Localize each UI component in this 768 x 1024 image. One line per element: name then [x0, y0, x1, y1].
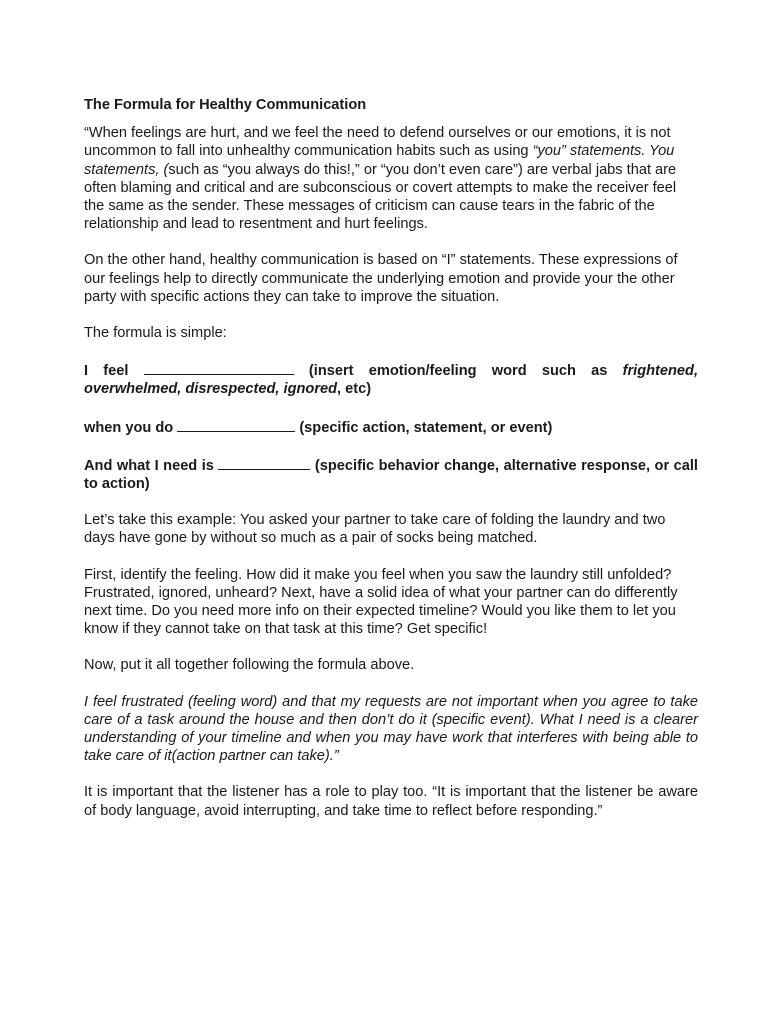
- formula-when-blank: [177, 417, 295, 432]
- formula-need-blank: [218, 455, 310, 470]
- formula-line-need: [84, 455, 698, 493]
- formula-need-lead: And what I need is: [84, 457, 214, 474]
- formula-line-when: [84, 417, 698, 437]
- document-title: The Formula for Healthy Communication: [84, 97, 367, 113]
- paragraph-formula-intro: The formula is simple:: [84, 325, 227, 342]
- paragraph-i-statements: On the other hand, healthy communication is based on “I” statements. These expressions of our feelings help to directly communicate the underlying emotion and provide your the other party with specific actions they can take to improve the situation.: [84, 252, 678, 305]
- formula-feel-lead: I feel: [84, 363, 129, 380]
- formula-feel-examples: frightened, overwhelmed, disrespected, ignored: [84, 363, 699, 398]
- paragraph-example-statement: [84, 693, 698, 766]
- formula-feel-rest: (insert emotion/feeling word such as: [308, 363, 623, 380]
- formula-line-feel: [84, 360, 698, 398]
- formula-when-lead: when you do: [84, 419, 174, 436]
- document-page: [84, 96, 698, 838]
- paragraph-identify-feeling: First, identify the feeling. How did it make you feel when you saw the laundry still unfolded? Frustrated, ignored, unheard? Next, have a solid idea of what your partner can do differently next time. Do you need more info on their expected timeline? Would you like them to let you know if they cannot take on that task at this time? Get specific!: [84, 566, 678, 638]
- formula-when-rest: (specific action, statement, or event): [299, 419, 553, 436]
- paragraph-example: Let’s take this example: You asked your partner to take care of folding the laundry and two days have gone by without so much as a pair of socks being matched.: [84, 512, 666, 547]
- formula-need-rest: (specific behavior change, alternative response, or call to action): [84, 457, 698, 493]
- paragraph-intro: [84, 124, 698, 233]
- you-statements-emphasis: “you” statements. You statements, (: [84, 143, 675, 178]
- example-statement-text: I feel frustrated (feeling word) and that my requests are not important when you agree to take care of a task around the house and then don’t do it (specific event). What I need is a clearer understanding of your timeline and when you may have work that interferes with being able to take care of it(action partner can take).”: [84, 693, 698, 765]
- formula-feel-blank: [144, 360, 294, 375]
- paragraph-intro-continuation: such as “you always do this!,” or “you don’t even care”) are verbal jabs that are often blaming and critical and are subconscious or covert attempts to make the receiver feel the same as the sender. These messages of criticism can cause tears in the fabric of the relationship and lead to resentment and hurt feelings.: [84, 161, 677, 233]
- formula-feel-tail: , etc): [337, 381, 372, 398]
- paragraph-put-together: Now, put it all together following the formula above.: [84, 657, 415, 674]
- paragraph-intro-text: “When feelings are hurt, and we feel the need to defend ourselves or our emotions, it is not uncommon to fall into unhealthy communication habits such as using: [84, 125, 671, 160]
- paragraph-listener-role: It is important that the listener has a role to play too. “It is important that the listener be aware of body language, avoid interrupting, and take time to reflect before responding.”: [84, 784, 698, 819]
